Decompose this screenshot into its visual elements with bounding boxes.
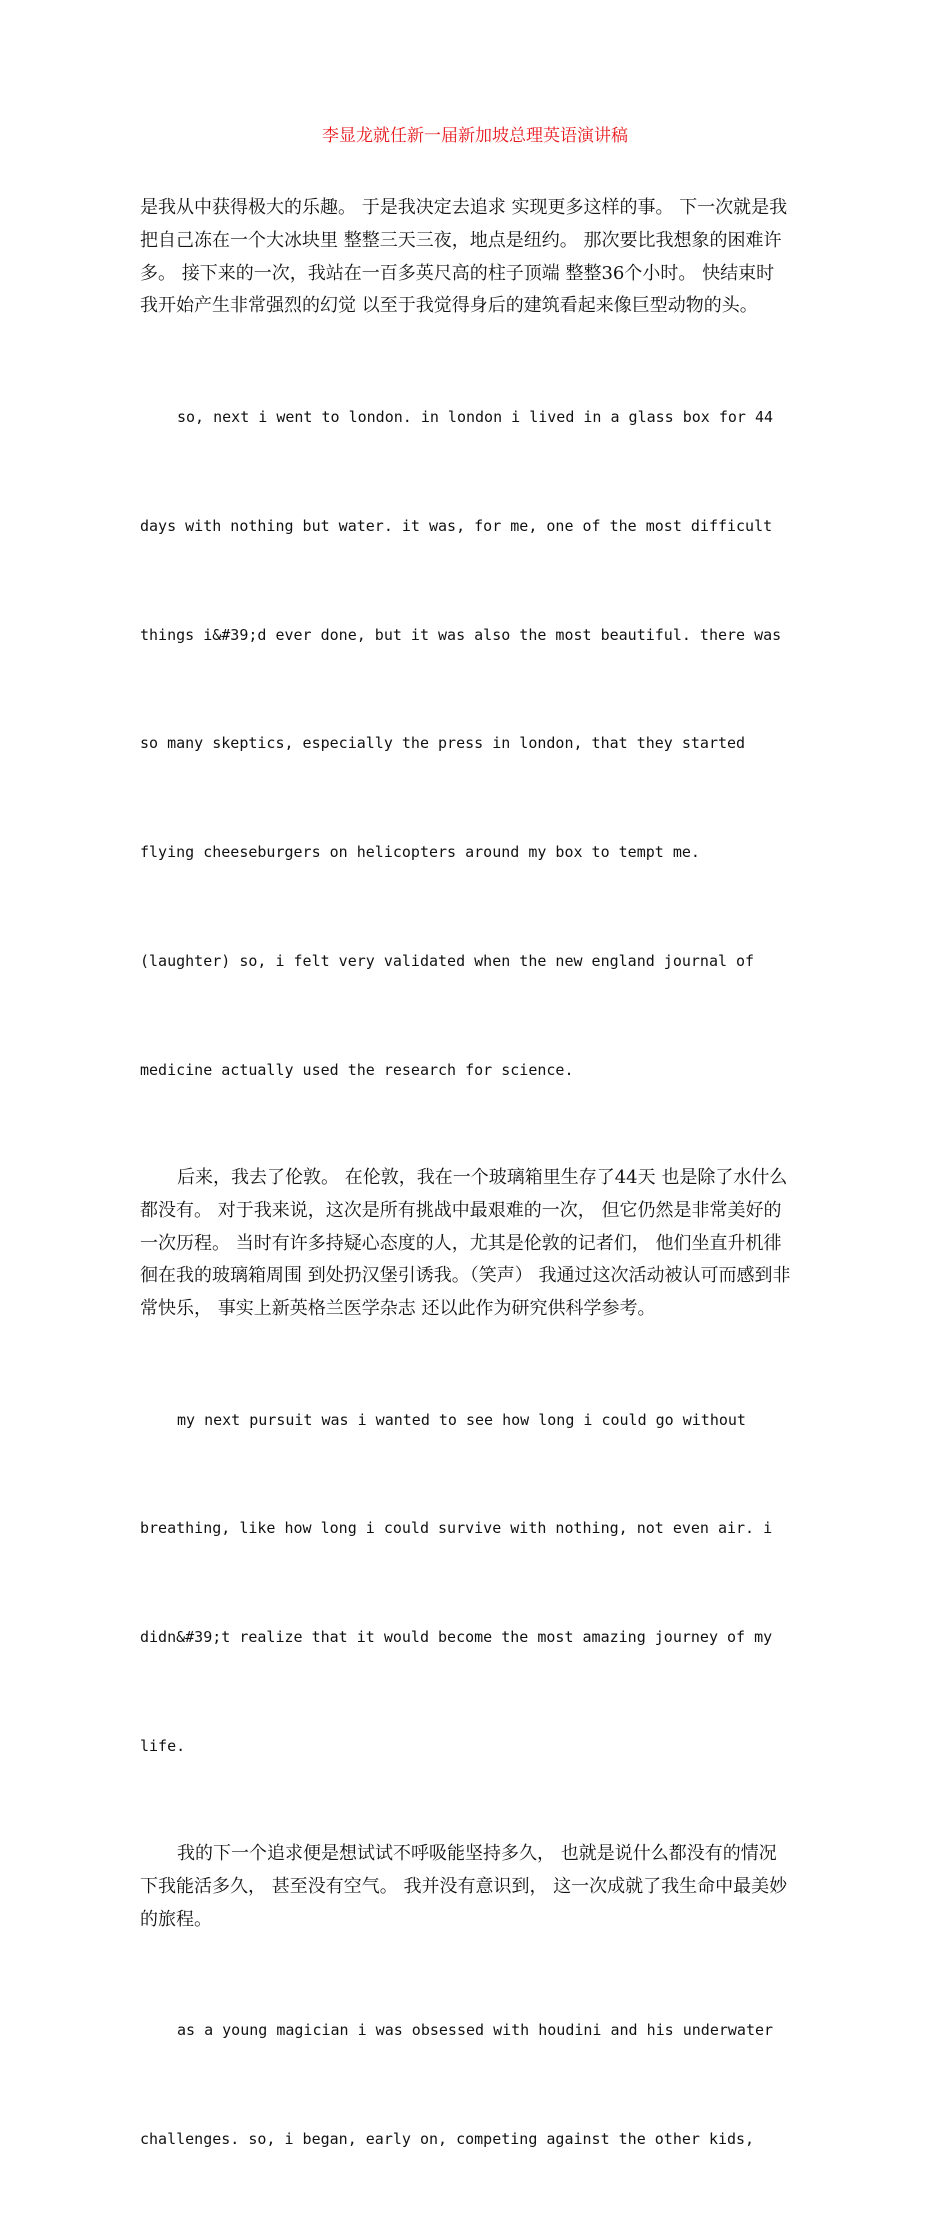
paragraph-zh-1: [140, 192, 815, 323]
text-line: 的旅程。: [140, 1908, 212, 1930]
text-line: breathing, like how long i could survive with nothing, not even air. i: [140, 1519, 773, 1538]
text-line: things i&#39;d ever done, but it was also the most beautiful. there was: [140, 625, 782, 644]
document-title: 李显龙就任新一届新加坡总理英语演讲稿: [322, 126, 628, 146]
text-line: flying cheeseburgers on helicopters around my box to tempt me.: [140, 843, 700, 862]
text-line: challenges. so, i began, early on, competing against the other kids,: [140, 2130, 755, 2149]
text-line: so, next i went to london. in london i lived in a glass box for 44: [177, 407, 774, 426]
text-line: 常快乐， 事实上新英格兰医学杂志 还以此作为研究供科学参考。: [140, 1298, 656, 1320]
text-line: 把自己冻在一个大冰块里 整整三天三夜，地点是纽约。 那次要比我想象的困难许: [140, 229, 782, 251]
paragraph-en-1: [140, 326, 815, 1161]
text-line: days with nothing but water. it was, for me, one of the most difficult: [140, 516, 773, 535]
text-line: 一次历程。 当时有许多持疑心态度的人，尤其是伦敦的记者们， 他们坐直升机徘: [140, 1232, 782, 1254]
text-line: my next pursuit was i wanted to see how long i could go without: [177, 1410, 746, 1429]
paragraph-en-2: [140, 1329, 815, 1837]
text-line: 下我能活多久， 甚至没有空气。 我并没有意识到， 这一次成就了我生命中最美妙: [140, 1875, 788, 1897]
text-line: 是我从中获得极大的乐趣。 于是我决定去追求 实现更多这样的事。 下一次就是我: [140, 197, 788, 218]
text-line: didn&#39;t realize that it would become the most amazing journey of my: [140, 1628, 773, 1647]
text-line: 多。 接下来的一次，我站在一百多英尺高的柱子顶端 整整36个小时。 快结束时: [140, 262, 775, 284]
paragraph-zh-3: [140, 1838, 815, 1936]
paragraph-zh-2: [140, 1162, 815, 1326]
paragraph-en-3: [140, 1940, 815, 2230]
text-line: 徊在我的玻璃箱周围 到处扔汉堡引诱我。（笑声） 我通过这次活动被认可而感到非: [140, 1265, 791, 1287]
text-line: 我的下一个追求便是想试试不呼吸能坚持多久， 也就是说什么都没有的情况: [177, 1843, 777, 1865]
text-line: (laughter) so, i felt very validated when the new england journal of: [140, 952, 755, 971]
document-body: [140, 192, 815, 2231]
text-line: 后来，我去了伦敦。 在伦敦，我在一个玻璃箱里生存了44天 也是除了水什么: [177, 1167, 788, 1189]
text-line: medicine actually used the research for science.: [140, 1061, 574, 1080]
text-line: so many skeptics, especially the press in london, that they started: [140, 734, 746, 753]
text-line: 都没有。 对于我来说，这次是所有挑战中最艰难的一次， 但它仍然是非常美好的: [140, 1199, 782, 1221]
text-line: as a young magician i was obsessed with houdini and his underwater: [177, 2021, 774, 2040]
text-line: life.: [140, 1737, 186, 1756]
text-line: 我开始产生非常强烈的幻觉 以至于我觉得身后的建筑看起来像巨型动物的头。: [140, 295, 758, 317]
